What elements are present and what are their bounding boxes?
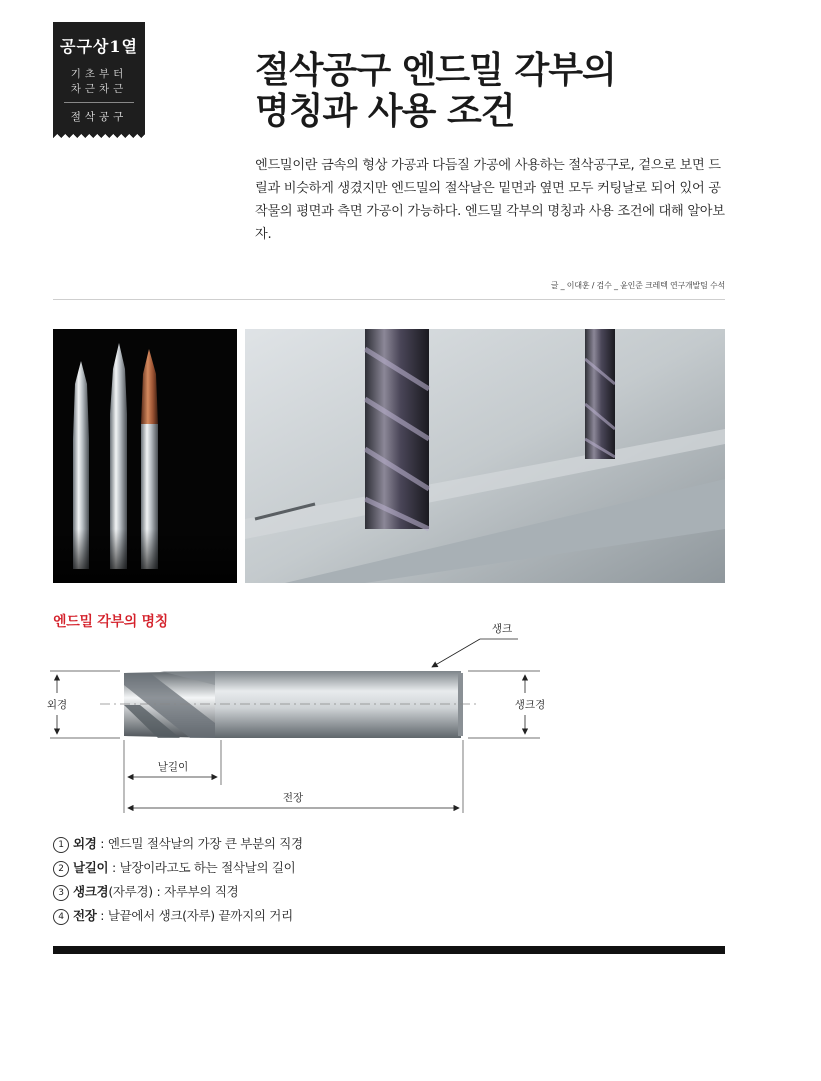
series-badge [53, 22, 145, 130]
machining-photo [245, 329, 725, 583]
definition-desc: : 날끝에서 생크(자루) 끝까지의 거리 [96, 908, 293, 923]
badge-divider [64, 102, 134, 103]
section-title: 엔드밀 각부의 명칭 [53, 614, 168, 630]
header-divider [53, 299, 725, 300]
item-number: 3 [53, 885, 69, 901]
definition-desc: (자루경) : 자루부의 직경 [108, 884, 239, 899]
label-flute-length: 날길이 [157, 761, 189, 773]
badge-serrated-edge [53, 130, 145, 138]
item-number: 2 [53, 861, 69, 877]
label-shank: 생크 [491, 623, 513, 635]
definition-term: 생크경 [73, 884, 109, 899]
badge-title: 공구상1열 [60, 37, 138, 56]
definitions-list [53, 832, 303, 928]
definition-term: 날길이 [73, 860, 109, 875]
article-title-line-1: 절삭공구 엔드밀 각부의 [255, 50, 616, 91]
definition-item [53, 832, 303, 856]
article-intro: 엔드밀이란 금속의 형상 가공과 다듬질 가공에 사용하는 절삭공구로, 겉으로 보면 드릴과 비슷하게 생겼지만 엔드밀의 절삭날은 밑면과 옆면 모두 커팅날로 되어 있어 공작물의 평면과 측면 가공이 가능하다. 엔드밀 각부의 명칭과 사용 조건에 대해 알아보자. [255, 158, 725, 242]
item-number: 1 [53, 837, 69, 853]
item-number: 4 [53, 909, 69, 925]
label-outer-diameter: 외경 [46, 699, 68, 711]
article-credit: 글 _ 이대훈 / 검수 _ 윤인준 크레텍 연구개발팀 수석 [550, 281, 725, 290]
badge-category: 절삭공구 [70, 111, 128, 123]
endmill-photo [53, 329, 237, 583]
definition-desc: : 엔드밀 절삭날의 가장 큰 부분의 직경 [96, 836, 303, 851]
definition-item [53, 880, 303, 904]
definition-item [53, 856, 303, 880]
label-total-length: 전장 [282, 792, 304, 804]
definition-desc: : 날장이라고도 하는 절삭날의 길이 [108, 860, 296, 875]
badge-subtitle-1: 기초부터 [70, 68, 128, 80]
badge-subtitle-2: 차근차근 [70, 83, 128, 95]
definition-term: 외경 [73, 836, 97, 851]
article-title [255, 50, 616, 132]
bottom-rule [53, 946, 725, 954]
label-shank-diameter: 생크경 [514, 699, 546, 711]
article-title-line-2: 명칭과 사용 조건 [255, 91, 515, 132]
definition-item [53, 904, 303, 928]
endmill-diagram [40, 605, 600, 825]
definition-term: 전장 [73, 908, 97, 923]
